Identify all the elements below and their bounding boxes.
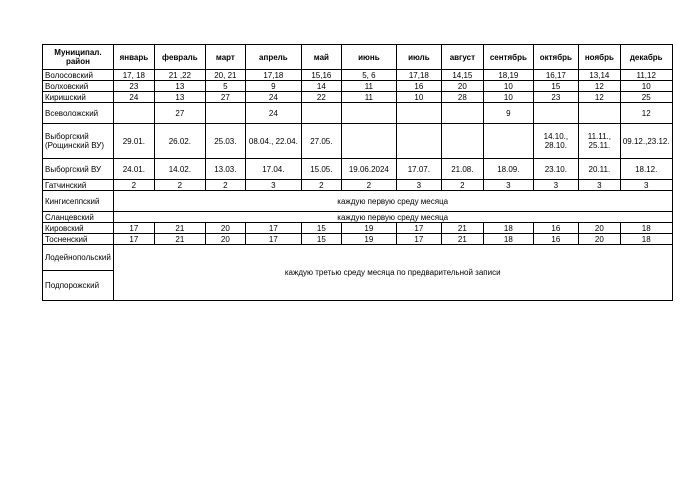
date-cell: 2 [113,180,154,191]
date-cell: 24 [245,92,301,103]
date-cell: 12 [578,81,620,92]
date-cell: 3 [578,180,620,191]
date-cell: 17 [113,223,154,234]
date-cell: 23 [113,81,154,92]
date-cell [396,124,441,159]
date-cell: 17 [113,234,154,245]
date-cell: 21 [441,234,483,245]
date-cell [341,124,396,159]
date-cell: 20 [441,81,483,92]
date-cell: 08.04., 22.04. [245,124,301,159]
date-cell: 20 [205,234,245,245]
date-cell: 20 [578,234,620,245]
date-cell: 11 [341,81,396,92]
district-name: Кингисеппский [43,191,114,212]
date-cell: 9 [483,103,533,124]
date-cell: 2 [341,180,396,191]
date-cell: 18 [483,223,533,234]
date-cell [113,103,154,124]
header-row [43,45,673,70]
date-cell: 11,12 [620,70,672,81]
table-row [43,92,673,103]
date-cell: 17,18 [396,70,441,81]
date-cell: 15 [301,223,341,234]
date-cell: 21.08. [441,159,483,180]
district-name: Гатчинский [43,180,114,191]
table-row [43,234,673,245]
date-cell: 10 [396,92,441,103]
date-cell: 3 [533,180,578,191]
date-cell: 27 [154,103,205,124]
header-month: октябрь [533,45,578,70]
date-cell: 18.12. [620,159,672,180]
date-cell: 18 [620,234,672,245]
header-month: декабрь [620,45,672,70]
district-name: Тосненский [43,234,114,245]
date-cell: 10 [620,81,672,92]
date-cell: 17.04. [245,159,301,180]
date-cell: 16 [533,234,578,245]
date-cell: 13 [154,81,205,92]
date-cell [441,103,483,124]
date-cell: 17 [245,234,301,245]
merged-schedule-note: каждую первую среду месяца [113,191,672,212]
date-cell: 21 [154,234,205,245]
date-cell: 23.10. [533,159,578,180]
date-cell [205,103,245,124]
date-cell: 11.11., 25.11. [578,124,620,159]
date-cell: 15,16 [301,70,341,81]
table-row [43,191,673,212]
header-month: январь [113,45,154,70]
district-name: Волховский [43,81,114,92]
date-cell: 17,18 [245,70,301,81]
merged-schedule-note: каждую третью среду месяца по предварительной записи [113,245,672,301]
date-cell: 17 [396,223,441,234]
date-cell [301,103,341,124]
date-cell: 18.09. [483,159,533,180]
date-cell: 17 [396,234,441,245]
date-cell: 24 [245,103,301,124]
date-cell: 14,15 [441,70,483,81]
date-cell: 23 [533,92,578,103]
date-cell: 15.05. [301,159,341,180]
date-cell: 20 [578,223,620,234]
table-row [43,212,673,223]
date-cell: 16 [396,81,441,92]
date-cell: 24.01. [113,159,154,180]
date-cell: 19 [341,234,396,245]
date-cell [578,103,620,124]
merged-schedule-note: каждую первую среду месяца [113,212,672,223]
date-cell: 25.03. [205,124,245,159]
date-cell: 17 [245,223,301,234]
table-row [43,180,673,191]
date-cell: 3 [483,180,533,191]
date-cell: 20 [205,223,245,234]
date-cell [396,103,441,124]
date-cell: 15 [301,234,341,245]
date-cell: 5, 6 [341,70,396,81]
table-row [43,103,673,124]
date-cell: 20, 21 [205,70,245,81]
date-cell: 16 [533,223,578,234]
date-cell: 12 [578,92,620,103]
district-name: Сланцевский [43,212,114,223]
header-month: ноябрь [578,45,620,70]
header-district: Муниципал. район [43,45,114,70]
date-cell: 14.02. [154,159,205,180]
table-row [43,124,673,159]
district-name: Киришский [43,92,114,103]
date-cell: 09.12.,23.12. [620,124,672,159]
date-cell: 16,17 [533,70,578,81]
date-cell: 2 [154,180,205,191]
header-month: февраль [154,45,205,70]
table-row [43,70,673,81]
date-cell: 5 [205,81,245,92]
date-cell: 19.06.2024 [341,159,396,180]
date-cell [483,124,533,159]
date-cell: 21 ,22 [154,70,205,81]
date-cell: 26.02. [154,124,205,159]
table-row [43,223,673,234]
date-cell: 20.11. [578,159,620,180]
date-cell: 17.07. [396,159,441,180]
district-name: Лодейнопольский [43,245,114,271]
district-name: Волосовский [43,70,114,81]
date-cell: 24 [113,92,154,103]
date-cell [533,103,578,124]
date-cell: 10 [483,81,533,92]
table-row [43,159,673,180]
date-cell: 18,19 [483,70,533,81]
date-cell: 14 [301,81,341,92]
date-cell: 3 [396,180,441,191]
date-cell: 25 [620,92,672,103]
date-cell: 13,14 [578,70,620,81]
date-cell: 21 [154,223,205,234]
date-cell: 11 [341,92,396,103]
district-name: Выборгский ВУ [43,159,114,180]
date-cell: 17, 18 [113,70,154,81]
header-month: июнь [341,45,396,70]
date-cell [441,124,483,159]
date-cell: 21 [441,223,483,234]
date-cell: 19 [341,223,396,234]
table-row [43,81,673,92]
date-cell: 28 [441,92,483,103]
date-cell [341,103,396,124]
date-cell: 3 [245,180,301,191]
header-month: май [301,45,341,70]
date-cell: 12 [620,103,672,124]
date-cell: 9 [245,81,301,92]
date-cell: 10 [483,92,533,103]
date-cell: 2 [205,180,245,191]
date-cell: 27 [205,92,245,103]
header-month: июль [396,45,441,70]
district-name: Выборгский (Рощинский ВУ) [43,124,114,159]
date-cell: 29.01. [113,124,154,159]
date-cell: 2 [301,180,341,191]
header-month: сентябрь [483,45,533,70]
date-cell: 18 [620,223,672,234]
date-cell: 14.10., 28.10. [533,124,578,159]
date-cell: 13.03. [205,159,245,180]
date-cell: 2 [441,180,483,191]
table-row [43,245,673,271]
district-name: Всеволожский [43,103,114,124]
district-name: Подпорожский [43,271,114,301]
date-cell: 3 [620,180,672,191]
date-cell: 22 [301,92,341,103]
date-cell: 18 [483,234,533,245]
header-month: август [441,45,483,70]
schedule-table [42,44,673,301]
date-cell: 15 [533,81,578,92]
header-month: март [205,45,245,70]
header-month: апрель [245,45,301,70]
date-cell: 27.05. [301,124,341,159]
date-cell: 13 [154,92,205,103]
district-name: Кировский [43,223,114,234]
